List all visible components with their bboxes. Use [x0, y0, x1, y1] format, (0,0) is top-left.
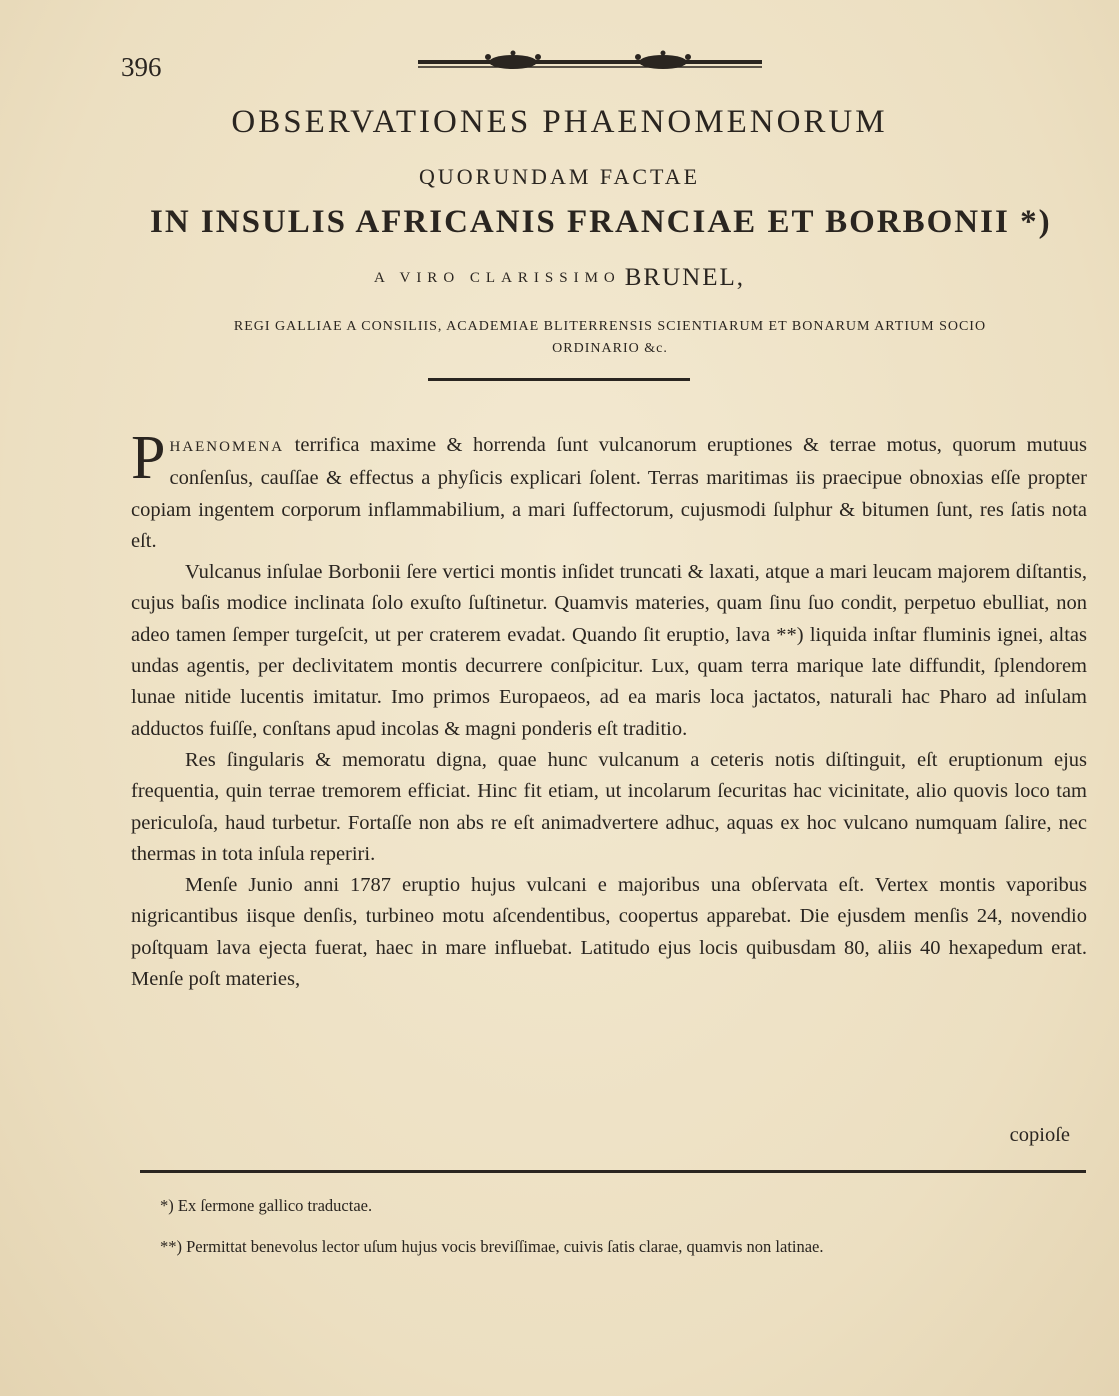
author-title: REGI GALLIAE A CONSILIIS, ACADEMIAE BLITERRENSIS SCIENTIARUM ET BONARUM ARTIUM SOCIO ORDINARIO &c. [233, 319, 987, 356]
title-rule [428, 378, 690, 381]
opening-word: HAENOMENA [169, 439, 285, 455]
header-ornament [418, 50, 762, 76]
footnote-1: *) Ex ſermone gallico traductae. [160, 1196, 373, 1215]
paragraph-2: Vulcanus inſulae Borbonii ſere vertici montis inſidet truncati & laxati, atque a mari leucam majorem diſtantis, cujus baſis modice inclinata ſolo exuſto ſuſtinetur. Quamvis materies, quam ſinu ſuo condit, perpetuo ebulliat, non adeo tamen ſemper turgeſcit, ut per craterem evadat. Quando ſit eruptio, lava **) liquida inſtar fluminis ignei, altas undas agentis, per declivitatem montis decurrere conſpicitur. Lux, quam terra marique late diffundit, ſplendorem lunae nitide lucentis imitatur. Imo primos Europaeos, ad ea maris loca jactatos, naturali hac Pharo ad inſulam adductos fuiſſe, conſtans apud incolas & magni ponderis eſt traditio. [131, 561, 1087, 740]
author-line [0, 264, 1119, 292]
drop-cap: P [131, 424, 166, 492]
author-name: BRUNEL, [624, 264, 745, 291]
footnote-rule [140, 1170, 1086, 1173]
catchword: copioſe [1009, 1124, 1070, 1146]
footnote-2: **) Permittat benevolus lector uſum hujus vocis breviſſimae, cuivis ſatis clarae, quamvis non latinae. [160, 1237, 824, 1256]
paragraph-1 [131, 424, 1087, 557]
title-line-3: IN INSULIS AFRICANIS FRANCIAE ET BORBONII *) [150, 204, 1052, 240]
title-line-1: OBSERVATIONES PHAENOMENORUM [231, 104, 888, 140]
page-number: 396 [121, 52, 162, 82]
paragraph-4: Menſe Junio anni 1787 eruptio hujus vulcani e majoribus una obſervata eſt. Vertex montis vaporibus nigricantibus iisque denſis, turbineo motu aſcendentibus, coopertus apparebat. Die ejusdem menſis 24, novendio poſtquam lava ejecta fuerat, haec in mare influebat. Latitudo ejus locis quibusdam 80, aliis 40 hexapedum erat. Menſe poſt materies, [131, 874, 1087, 991]
author-prefix: A VIRO CLARISSIMO [374, 270, 621, 286]
paragraph-1-text: terrifica maxime & horrenda ſunt vulcanorum eruptiones & terrae motus, quorum mutuus conſenſus, cauſſae & effectus a phyſicis explicari ſolent. Terras maritimas iis praecipue obnoxias eſſe propter copiam ingentem corporum inflammabilium, a mari ſuffectorum, cujusmodi ſulphur & bitumen ſunt, res ſatis nota eſt. [131, 434, 1087, 552]
body-text [131, 424, 1087, 995]
paragraph-3: Res ſingularis & memoratu digna, quae hunc vulcanum a ceteris notis diſtinguit, eſt eruptionum ejus frequentia, quin terrae tremorem efficiat. Hinc fit etiam, ut incolarum ſecuritas hac vicinitate, alio quovis loco tam periculoſa, haud turbetur. Fortaſſe non abs re eſt animadvertere adhuc, aquas ex hoc vulcano numquam ſalire, nec thermas in tota inſula reperiri. [131, 748, 1087, 865]
title-line-2: QUORUNDAM FACTAE [418, 164, 701, 189]
